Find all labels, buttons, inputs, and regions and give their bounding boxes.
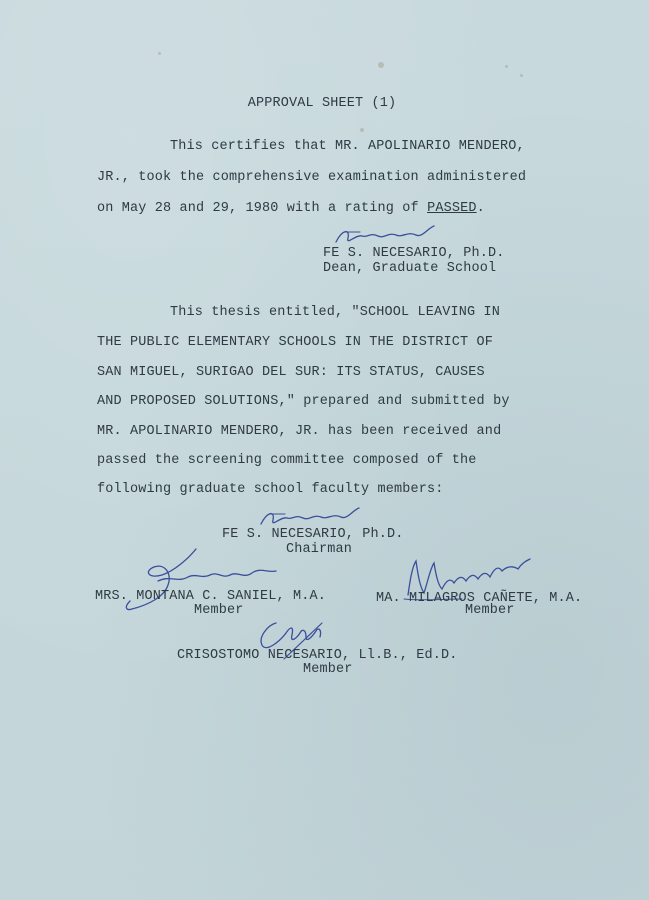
- member2-name: MA. MILAGROS CAÑETE, M.A.: [376, 591, 583, 606]
- paper-speck: [520, 74, 523, 77]
- chairman-name: FE S. NECESARIO, Ph.D.: [222, 527, 404, 542]
- member1-role: Member: [194, 603, 244, 618]
- rating-passed: PASSED: [427, 201, 477, 216]
- page-title: APPROVAL SHEET (1): [247, 96, 397, 111]
- thesis-line-7: following graduate school faculty members:: [97, 482, 444, 497]
- thesis-line-4: AND PROPOSED SOLUTIONS," prepared and submitted by: [97, 394, 510, 409]
- paper-speck: [505, 65, 508, 68]
- member3-name: CRISOSTOMO NECESARIO, Ll.B., Ed.D.: [177, 648, 458, 663]
- thesis-line-3: SAN MIGUEL, SURIGAO DEL SUR: ITS STATUS, CAUSES: [97, 365, 485, 380]
- certification-line-1: This certifies that MR. APOLINARIO MENDERO,: [170, 139, 525, 154]
- paper-speck: [360, 128, 364, 132]
- member1-name: MRS. MONTANA C. SANIEL, M.A.: [95, 589, 327, 604]
- certification-line-3-text: on May 28 and 29, 1980 with a rating of: [97, 201, 428, 216]
- certification-line-3: [97, 201, 485, 217]
- thesis-line-5: MR. APOLINARIO MENDERO, JR. has been received and: [97, 424, 502, 439]
- certification-line-3-end: .: [476, 201, 485, 216]
- paper-speck: [378, 62, 384, 68]
- paper-speck: [158, 52, 161, 55]
- thesis-line-1: This thesis entitled, "SCHOOL LEAVING IN: [170, 305, 501, 320]
- dean-name: FE S. NECESARIO, Ph.D.: [323, 246, 505, 261]
- certification-line-2: JR., took the comprehensive examination administered: [97, 170, 527, 185]
- member2-role: Member: [465, 603, 515, 618]
- dean-title: Dean, Graduate School: [323, 261, 497, 276]
- member3-role: Member: [303, 662, 353, 677]
- chairman-role: Chairman: [286, 542, 353, 557]
- thesis-line-2: THE PUBLIC ELEMENTARY SCHOOLS IN THE DISTRICT OF: [97, 335, 494, 350]
- thesis-line-6: passed the screening committee composed of the: [97, 453, 477, 468]
